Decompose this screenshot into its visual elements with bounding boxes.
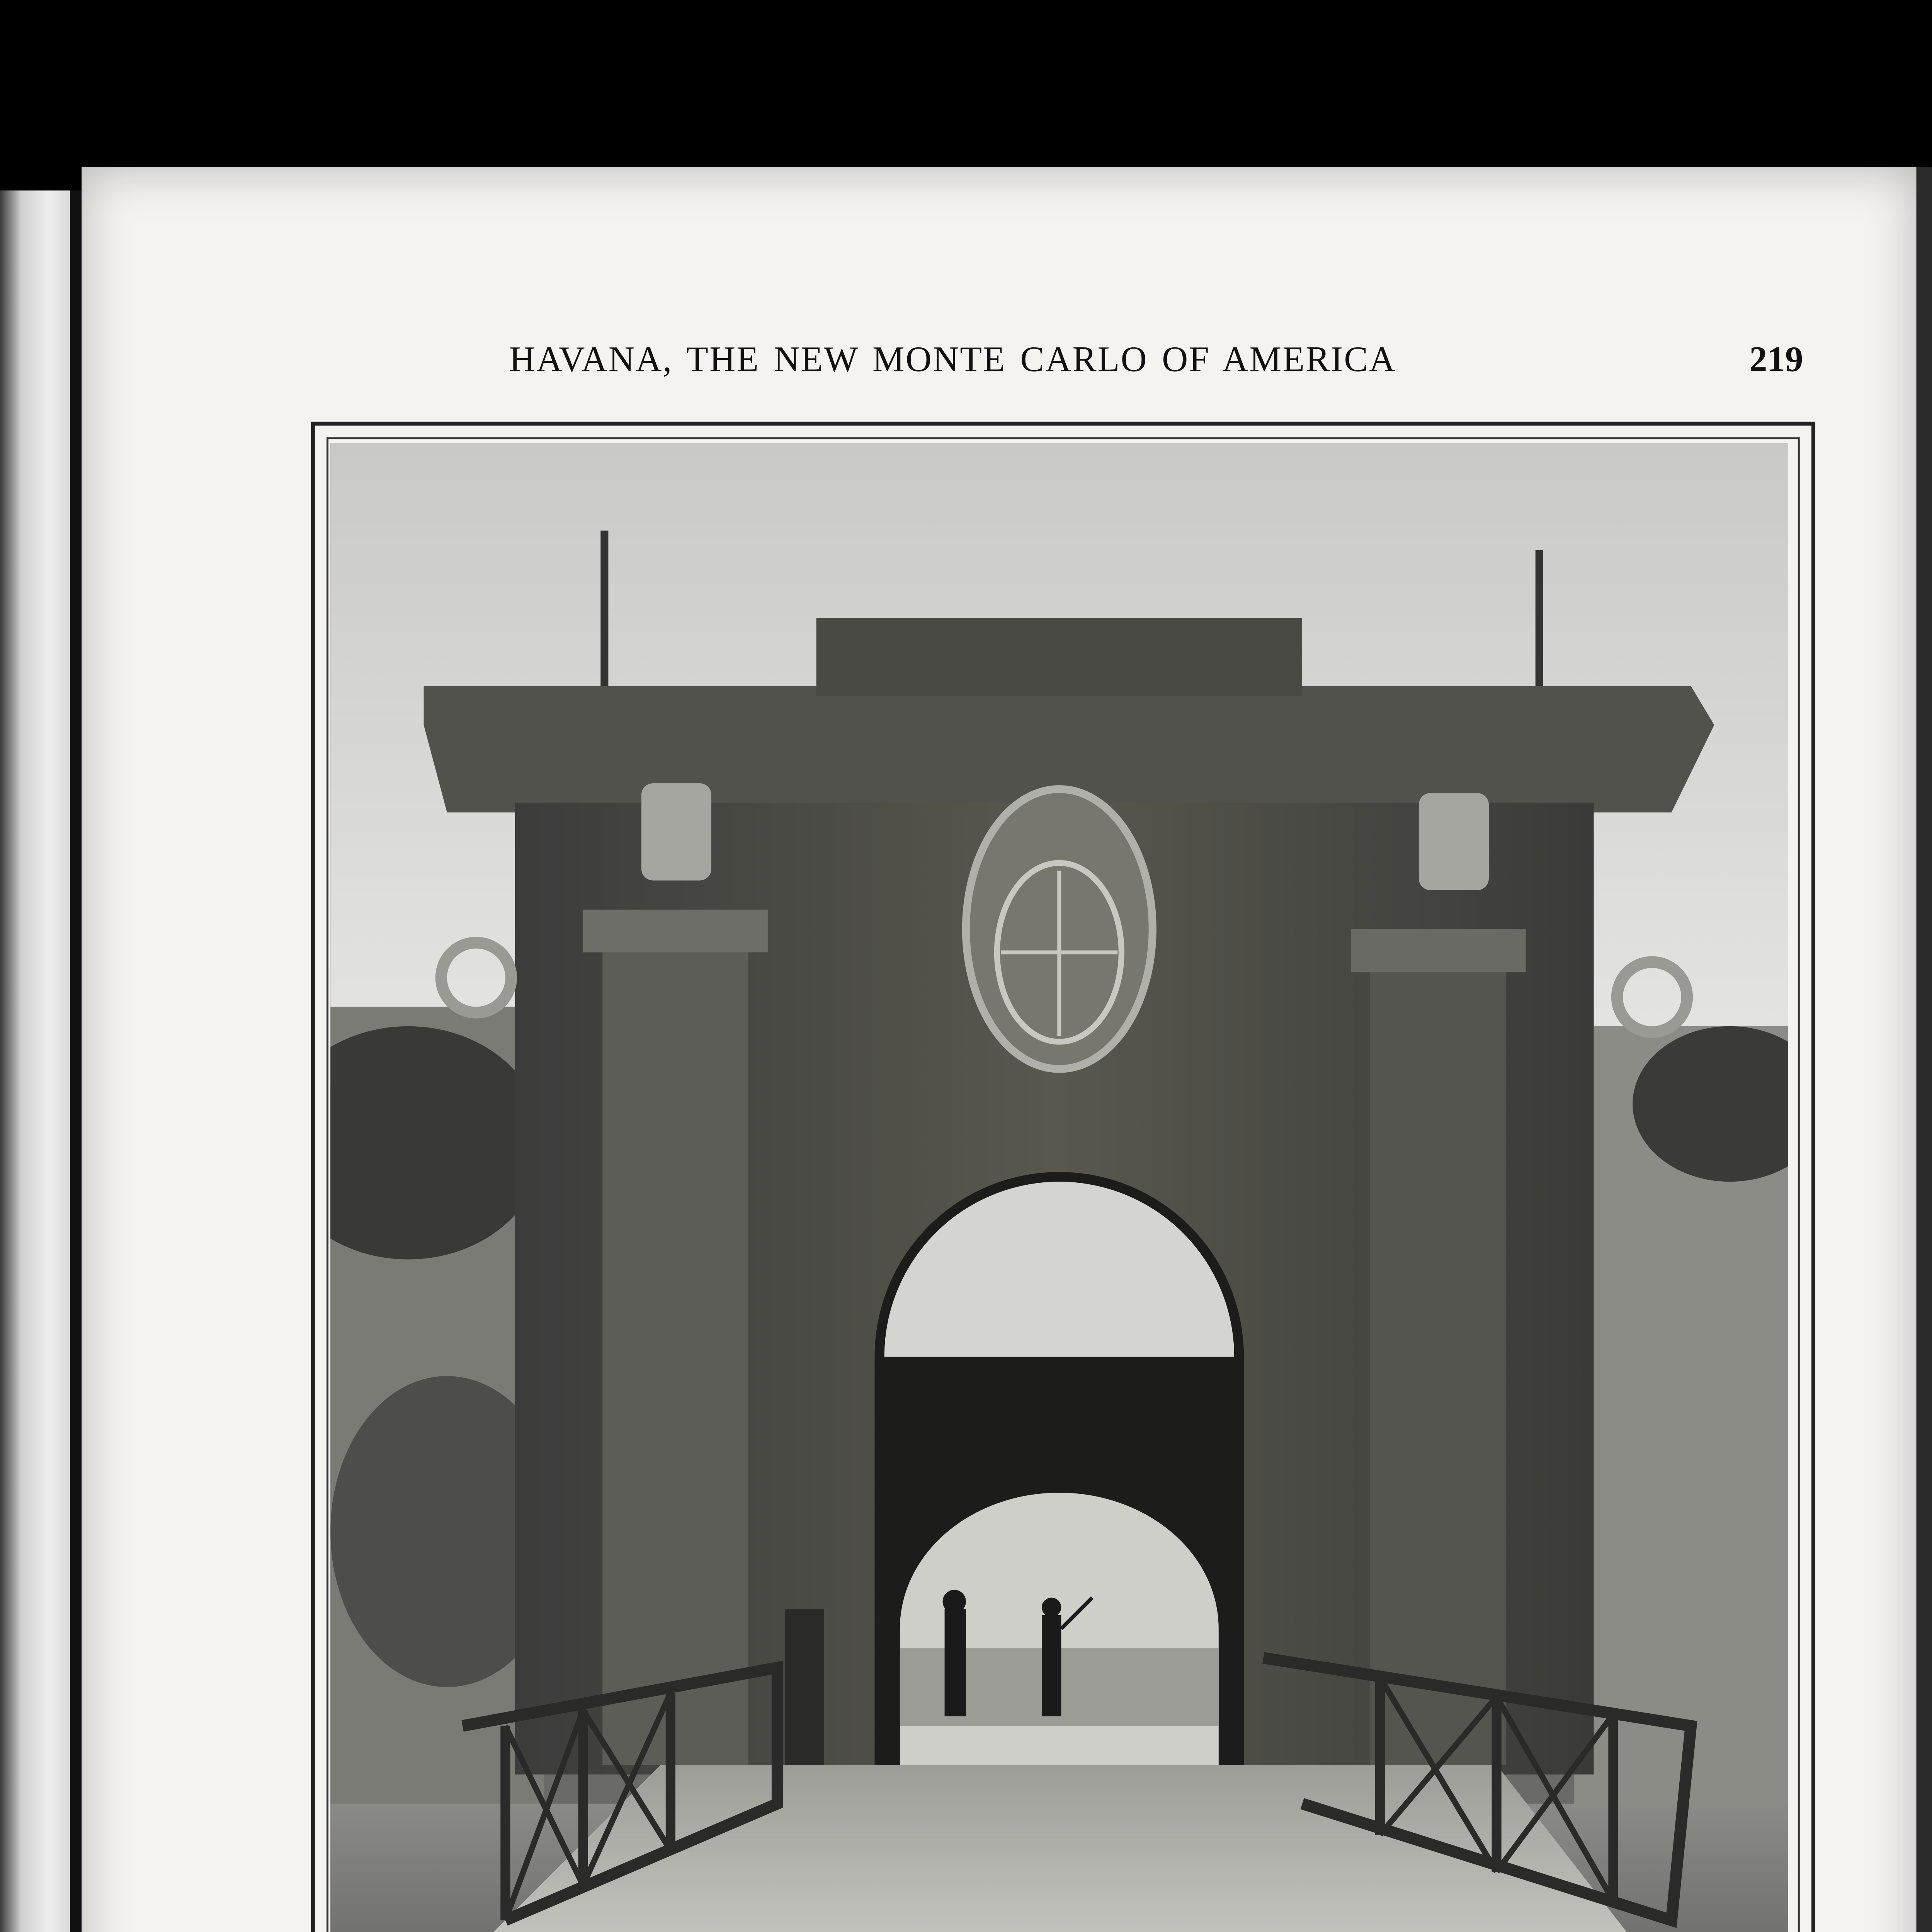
- right-column-capital: [1351, 929, 1526, 972]
- running-header: [0, 342, 1932, 381]
- book-gutter: [70, 190, 82, 1932]
- right-column: [1370, 949, 1506, 1765]
- gate-illustration: [330, 443, 1788, 1932]
- left-column-capital: [583, 910, 768, 952]
- gate-attic: [816, 618, 1303, 696]
- running-title: HAVANA, THE NEW MONTE CARLO OF AMERICA: [509, 342, 1396, 381]
- soldier-head: [1042, 1598, 1061, 1617]
- right-page-edge: [1917, 167, 1932, 1932]
- left-page-edge: [0, 190, 70, 1932]
- figure-head: [943, 1590, 966, 1613]
- figure-standing: [945, 1609, 966, 1716]
- soldier-with-rifle: [1042, 1615, 1061, 1716]
- left-column-shield: [641, 783, 711, 881]
- photo-spanish-gate: [330, 443, 1788, 1932]
- right-flagpole: [1536, 550, 1543, 686]
- page-number: 219: [1749, 342, 1803, 381]
- right-column-shield: [1419, 793, 1489, 890]
- left-flagpole: [600, 531, 608, 686]
- left-column: [602, 929, 748, 1765]
